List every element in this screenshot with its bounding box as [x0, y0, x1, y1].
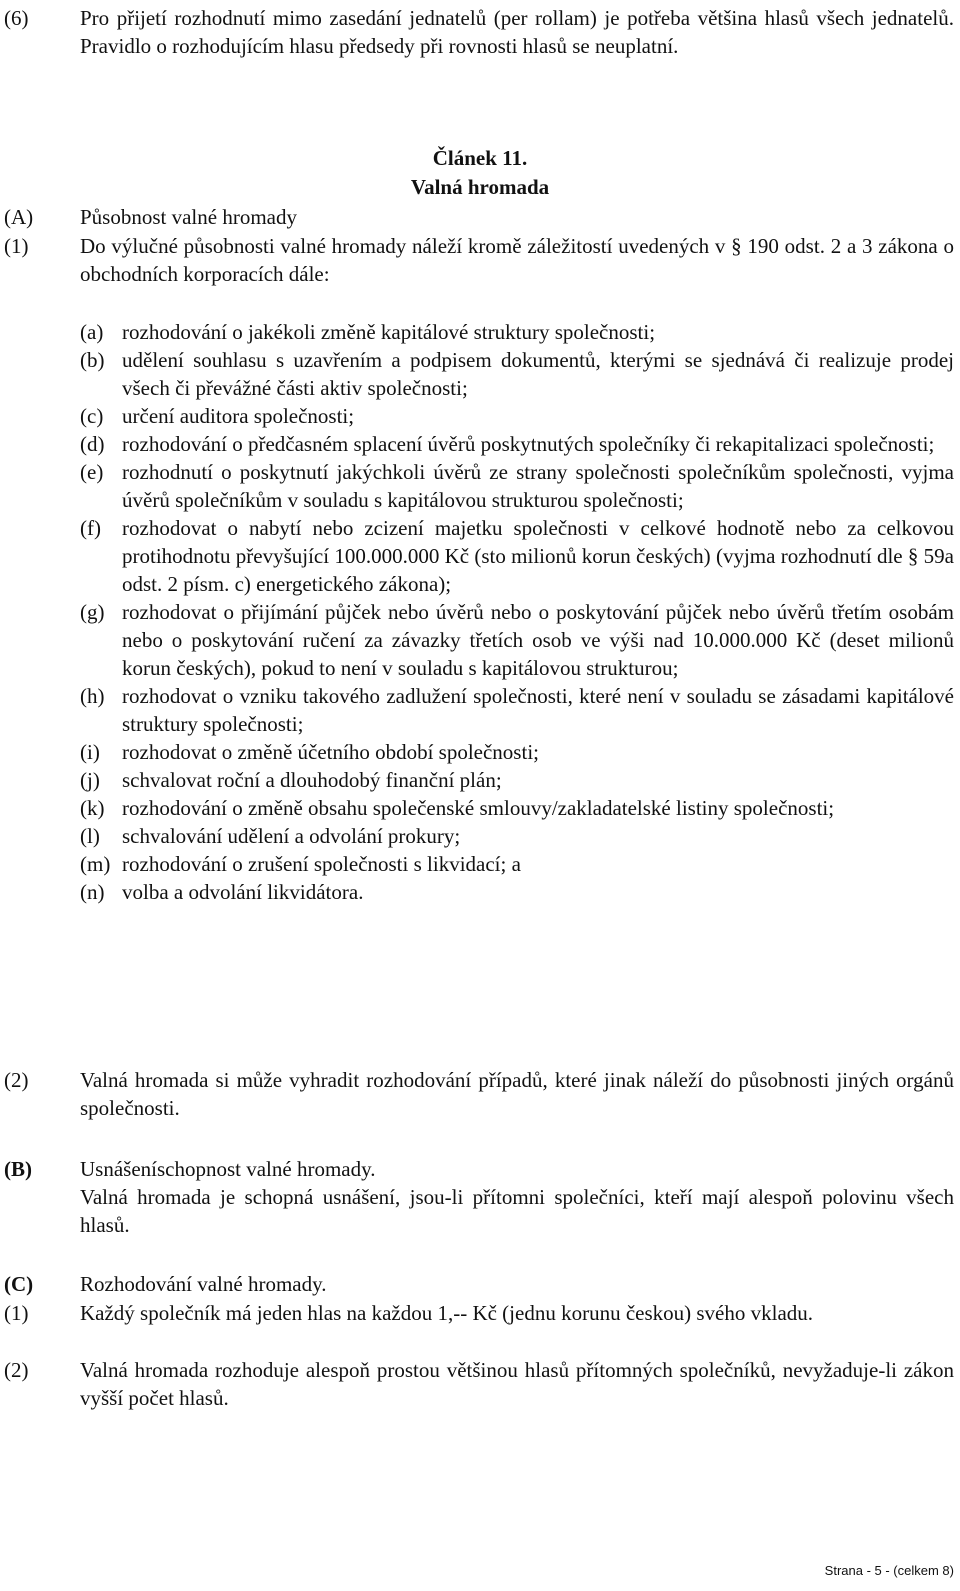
section-b	[4, 1155, 954, 1239]
section-c-heading	[4, 1270, 954, 1298]
section-text: Valná hromada je schopná usnášení, jsou-li přítomni společníci, kteří mají alespoň polovinu všech hlasů.	[80, 1185, 954, 1237]
paragraph-number: (2)	[4, 1358, 29, 1382]
section-a-paragraph-1	[4, 232, 954, 288]
paragraph-number: (1)	[4, 234, 29, 258]
section-label: (C)	[4, 1272, 34, 1296]
list-item-text: schvalovat roční a dlouhodobý finanční plán;	[122, 768, 502, 792]
list-item-label: (b)	[80, 348, 105, 372]
list-item-text: volba a odvolání likvidátora.	[122, 880, 364, 904]
section-title: Rozhodování valné hromady.	[80, 1272, 327, 1296]
list-item-text: rozhodovat o nabytí nebo zcizení majetku společnosti v celkové hodnotě nebo za celkovou protihodnotu převyšující 100.000.000 Kč (sto milionů korun českých) (vyjma rozhodnutí dle § 59a odst. 2 písm. c) energetického zákona);	[122, 516, 954, 596]
list-item-text: rozhodovat o vzniku takového zadlužení společnosti, které není v souladu se zásadami kapitálové struktury společnosti;	[122, 684, 954, 736]
list-item-text: rozhodování o změně obsahu společenské smlouvy/zakladatelské listiny společnosti;	[122, 796, 835, 820]
paragraph-text: Do výlučné působnosti valné hromady náleží kromě záležitostí uvedených v § 190 odst. 2 a 3 zákona o obchodních korporacích dále:	[80, 234, 954, 286]
list-item	[80, 822, 954, 850]
list-item-label: (g)	[80, 600, 105, 624]
list-item-text: rozhodnutí o poskytnutí jakýchkoli úvěrů ze strany společnosti společníkům společnosti, vyjma úvěrů společníkům v souladu s kapitálovou strukturou společnosti;	[122, 460, 954, 512]
list-item-label: (n)	[80, 880, 105, 904]
list-item-label: (m)	[80, 852, 111, 876]
list-item-text: rozhodování o předčasném splacení úvěrů poskytnutých společníky či rekapitalizaci společnosti;	[122, 432, 935, 456]
section-label: (B)	[4, 1157, 32, 1181]
list-item-label: (i)	[80, 740, 100, 764]
list-item	[80, 458, 954, 514]
list-item-text: schvalování udělení a odvolání prokury;	[122, 824, 461, 848]
section-title: Usnášeníschopnost valné hromady.	[80, 1157, 376, 1181]
section-c-paragraph-2	[4, 1356, 954, 1412]
paragraph-text: Každý společník má jeden hlas na každou 1,-- Kč (jednu korunu českou) svého vkladu.	[80, 1301, 814, 1325]
list-item-label: (a)	[80, 320, 104, 344]
list-item-label: (f)	[80, 516, 101, 540]
list-item	[80, 514, 954, 598]
paragraph-number: (6)	[4, 6, 29, 30]
paragraph-number: (2)	[4, 1068, 29, 1092]
list-item-text: rozhodování o jakékoli změně kapitálové struktury společnosti;	[122, 320, 656, 344]
list-item-label: (d)	[80, 432, 105, 456]
paragraph-text: Valná hromada rozhoduje alespoň prostou většinou hlasů přítomných společníků, nevyžaduje-li zákon vyšší počet hlasů.	[80, 1358, 954, 1410]
section-c-paragraph-1	[4, 1299, 954, 1327]
section-a-paragraph-2	[4, 1066, 954, 1122]
list-item	[80, 878, 954, 906]
paragraph-text: Pro přijetí rozhodnutí mimo zasedání jednatelů (per rollam) je potřeba většina hlasů všech jednatelů. Pravidlo o rozhodujícím hlasu předsedy při rovnosti hlasů se neuplatní.	[80, 6, 954, 58]
page-footer: Strana - 5 - (celkem 8)	[824, 1563, 954, 1578]
section-title: Působnost valné hromady	[80, 205, 297, 229]
list-item-text: určení auditora společnosti;	[122, 404, 355, 428]
list-item	[80, 598, 954, 682]
list-item-text: rozhodovat o přijímání půjček nebo úvěrů nebo o poskytování půjček nebo úvěrů třetím osobám nebo o poskytování ručení za závazky třetích osob ve výši nad 10.000.000 Kč (deset milionů korun českých), pokud to není v souladu s kapitálovou strukturou;	[122, 600, 954, 680]
list-item-label: (c)	[80, 404, 104, 428]
list-item	[80, 738, 954, 766]
list-item-label: (k)	[80, 796, 105, 820]
list-item-label: (e)	[80, 460, 104, 484]
article-title: Článek 11.	[432, 146, 528, 170]
list-item-label: (h)	[80, 684, 105, 708]
list-item-text: rozhodování o zrušení společnosti s likvidací; a	[122, 852, 521, 876]
paragraph-text: Valná hromada si může vyhradit rozhodování případů, které jinak náleží do působnosti jiných orgánů společnosti.	[80, 1068, 954, 1120]
article-subtitle: Valná hromada	[410, 175, 550, 199]
list-item-label: (j)	[80, 768, 100, 792]
paragraph-number: (1)	[4, 1301, 29, 1325]
list-item	[80, 682, 954, 738]
list-item	[80, 850, 954, 878]
list-item	[80, 430, 954, 458]
section-a-heading	[4, 203, 954, 231]
list-item-text: udělení souhlasu s uzavřením a podpisem dokumentů, kterými se sjednává či realizuje prodej všech či převážné části aktiv společnosti;	[122, 348, 954, 400]
list-item	[80, 402, 954, 430]
section-label: (A)	[4, 205, 34, 229]
list-item	[80, 794, 954, 822]
competence-list	[80, 318, 954, 906]
list-item-label: (l)	[80, 824, 100, 848]
list-item	[80, 766, 954, 794]
list-item-text: rozhodovat o změně účetního období společnosti;	[122, 740, 539, 764]
list-item	[80, 346, 954, 402]
paragraph-6	[4, 4, 954, 60]
list-item	[80, 318, 954, 346]
